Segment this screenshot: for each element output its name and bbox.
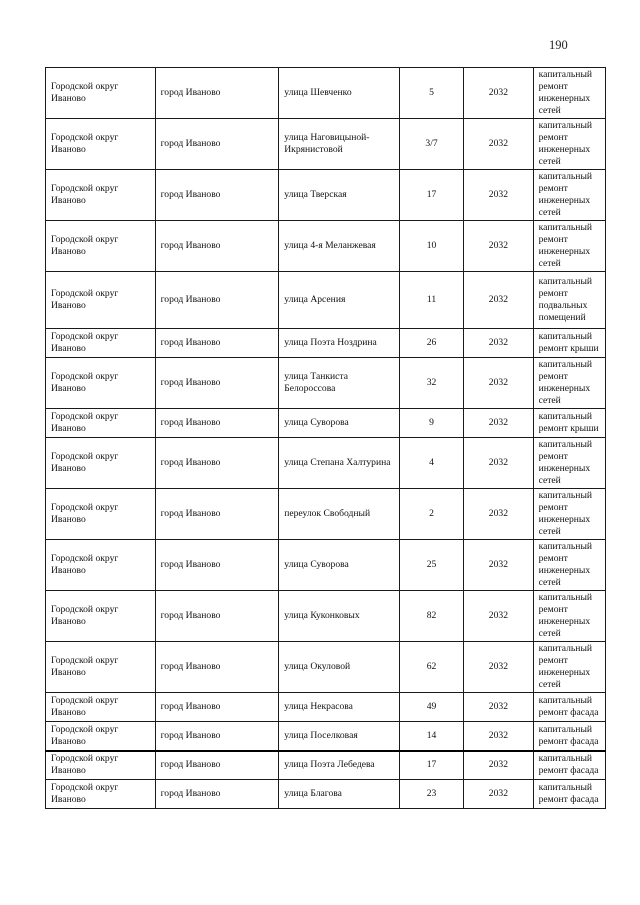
- city-cell: город Иваново: [155, 540, 279, 591]
- street-cell: улица Суворова: [279, 409, 400, 438]
- table-row: [46, 409, 606, 438]
- table-row: [46, 170, 606, 221]
- year-cell: 2032: [464, 438, 533, 489]
- district-cell: Городской округ Иваново: [46, 358, 156, 409]
- year-cell: 2032: [464, 272, 533, 329]
- house-number-cell: 14: [399, 722, 463, 751]
- street-cell: улица Суворова: [279, 540, 400, 591]
- district-cell: Городской округ Иваново: [46, 68, 156, 119]
- table-row: [46, 489, 606, 540]
- city-cell: город Иваново: [155, 489, 279, 540]
- street-cell: улица Поселковая: [279, 722, 400, 751]
- city-cell: город Иваново: [155, 591, 279, 642]
- city-cell: город Иваново: [155, 751, 279, 780]
- year-cell: 2032: [464, 329, 533, 358]
- work-type-cell: капитальный ремонт инженерных сетей: [533, 642, 605, 693]
- work-type-cell: капитальный ремонт подвальных помещений: [533, 272, 605, 329]
- house-number-cell: 17: [399, 170, 463, 221]
- district-cell: Городской округ Иваново: [46, 722, 156, 751]
- city-cell: город Иваново: [155, 693, 279, 722]
- work-type-cell: капитальный ремонт фасада: [533, 751, 605, 780]
- house-number-cell: 10: [399, 221, 463, 272]
- work-type-cell: капитальный ремонт крыши: [533, 329, 605, 358]
- street-cell: улица Танкиста Белороссова: [279, 358, 400, 409]
- city-cell: город Иваново: [155, 272, 279, 329]
- street-cell: улица Поэта Лебедева: [279, 751, 400, 780]
- district-cell: Городской округ Иваново: [46, 438, 156, 489]
- district-cell: Городской округ Иваново: [46, 119, 156, 170]
- year-cell: 2032: [464, 540, 533, 591]
- city-cell: город Иваново: [155, 358, 279, 409]
- house-number-cell: 23: [399, 780, 463, 809]
- year-cell: 2032: [464, 221, 533, 272]
- street-cell: улица Куконковых: [279, 591, 400, 642]
- district-cell: Городской округ Иваново: [46, 170, 156, 221]
- table-row: [46, 68, 606, 119]
- table-row: [46, 642, 606, 693]
- street-cell: улица Шевченко: [279, 68, 400, 119]
- house-number-cell: 82: [399, 591, 463, 642]
- table-row: [46, 780, 606, 809]
- table-row: [46, 591, 606, 642]
- year-cell: 2032: [464, 119, 533, 170]
- table-row: [46, 119, 606, 170]
- street-cell: улица Степана Халтурина: [279, 438, 400, 489]
- city-cell: город Иваново: [155, 780, 279, 809]
- table-row: [46, 221, 606, 272]
- work-type-cell: капитальный ремонт фасада: [533, 693, 605, 722]
- work-type-cell: капитальный ремонт крыши: [533, 409, 605, 438]
- street-cell: улица 4-я Меланжевая: [279, 221, 400, 272]
- table-row: [46, 272, 606, 329]
- district-cell: Городской округ Иваново: [46, 329, 156, 358]
- work-type-cell: капитальный ремонт инженерных сетей: [533, 540, 605, 591]
- city-cell: город Иваново: [155, 68, 279, 119]
- house-number-cell: 3/7: [399, 119, 463, 170]
- city-cell: город Иваново: [155, 170, 279, 221]
- street-cell: улица Наговицыной-Икрянистовой: [279, 119, 400, 170]
- city-cell: город Иваново: [155, 438, 279, 489]
- city-cell: город Иваново: [155, 329, 279, 358]
- city-cell: город Иваново: [155, 722, 279, 751]
- work-type-cell: капитальный ремонт инженерных сетей: [533, 489, 605, 540]
- house-number-cell: 62: [399, 642, 463, 693]
- district-cell: Городской округ Иваново: [46, 221, 156, 272]
- district-cell: Городской округ Иваново: [46, 540, 156, 591]
- year-cell: 2032: [464, 642, 533, 693]
- house-number-cell: 17: [399, 751, 463, 780]
- district-cell: Городской округ Иваново: [46, 489, 156, 540]
- year-cell: 2032: [464, 693, 533, 722]
- house-number-cell: 5: [399, 68, 463, 119]
- year-cell: 2032: [464, 780, 533, 809]
- house-number-cell: 26: [399, 329, 463, 358]
- district-cell: Городской округ Иваново: [46, 751, 156, 780]
- house-number-cell: 49: [399, 693, 463, 722]
- work-type-cell: капитальный ремонт инженерных сетей: [533, 438, 605, 489]
- table-row: [46, 751, 606, 780]
- street-cell: переулок Свободный: [279, 489, 400, 540]
- year-cell: 2032: [464, 722, 533, 751]
- district-cell: Городской округ Иваново: [46, 591, 156, 642]
- page-number: 190: [549, 38, 568, 52]
- table-row: [46, 693, 606, 722]
- district-cell: Городской округ Иваново: [46, 693, 156, 722]
- work-type-cell: капитальный ремонт инженерных сетей: [533, 119, 605, 170]
- repair-schedule-table: [45, 67, 606, 809]
- house-number-cell: 32: [399, 358, 463, 409]
- house-number-cell: 11: [399, 272, 463, 329]
- city-cell: город Иваново: [155, 409, 279, 438]
- district-cell: Городской округ Иваново: [46, 780, 156, 809]
- house-number-cell: 4: [399, 438, 463, 489]
- table-row: [46, 722, 606, 751]
- street-cell: улица Некрасова: [279, 693, 400, 722]
- year-cell: 2032: [464, 170, 533, 221]
- year-cell: 2032: [464, 358, 533, 409]
- house-number-cell: 2: [399, 489, 463, 540]
- year-cell: 2032: [464, 591, 533, 642]
- table-row: [46, 329, 606, 358]
- work-type-cell: капитальный ремонт инженерных сетей: [533, 170, 605, 221]
- house-number-cell: 9: [399, 409, 463, 438]
- work-type-cell: капитальный ремонт инженерных сетей: [533, 68, 605, 119]
- house-number-cell: 25: [399, 540, 463, 591]
- street-cell: улица Поэта Ноздрина: [279, 329, 400, 358]
- work-type-cell: капитальный ремонт инженерных сетей: [533, 358, 605, 409]
- year-cell: 2032: [464, 68, 533, 119]
- street-cell: улица Тверская: [279, 170, 400, 221]
- table-row: [46, 540, 606, 591]
- year-cell: 2032: [464, 489, 533, 540]
- street-cell: улица Арсения: [279, 272, 400, 329]
- year-cell: 2032: [464, 751, 533, 780]
- table-row: [46, 358, 606, 409]
- city-cell: город Иваново: [155, 642, 279, 693]
- work-type-cell: капитальный ремонт фасада: [533, 780, 605, 809]
- street-cell: улица Благова: [279, 780, 400, 809]
- district-cell: Городской округ Иваново: [46, 272, 156, 329]
- work-type-cell: капитальный ремонт инженерных сетей: [533, 221, 605, 272]
- work-type-cell: капитальный ремонт фасада: [533, 722, 605, 751]
- year-cell: 2032: [464, 409, 533, 438]
- district-cell: Городской округ Иваново: [46, 642, 156, 693]
- table-row: [46, 438, 606, 489]
- district-cell: Городской округ Иваново: [46, 409, 156, 438]
- work-type-cell: капитальный ремонт инженерных сетей: [533, 591, 605, 642]
- table-body: [46, 68, 606, 809]
- city-cell: город Иваново: [155, 221, 279, 272]
- street-cell: улица Окуловой: [279, 642, 400, 693]
- city-cell: город Иваново: [155, 119, 279, 170]
